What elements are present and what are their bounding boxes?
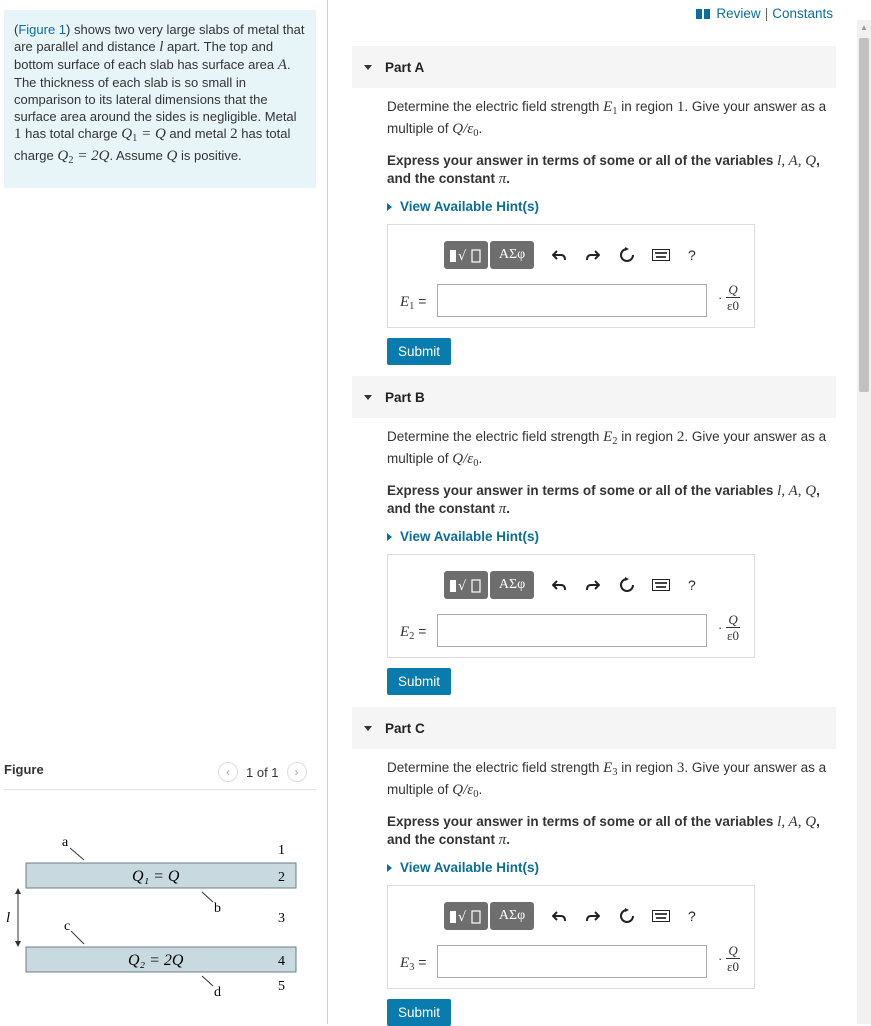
- pointer-c: [71, 931, 84, 944]
- part-a-answer-box: [387, 224, 755, 328]
- undo-icon[interactable]: [550, 576, 568, 594]
- distance-arrow-up: [15, 888, 21, 894]
- templates-button[interactable]: [444, 571, 488, 599]
- greek-symbols-button[interactable]: ΑΣφ: [490, 241, 534, 269]
- part-b: [352, 376, 836, 695]
- caret-down-icon: [364, 726, 372, 731]
- top-links: [696, 6, 833, 21]
- greek-symbols-button[interactable]: ΑΣφ: [490, 571, 534, 599]
- part-b-header[interactable]: Part B: [352, 376, 836, 418]
- answer-input[interactable]: [437, 945, 707, 978]
- redo-icon[interactable]: [584, 576, 602, 594]
- part-c-answer-box: [387, 885, 755, 989]
- math-toolbar: [444, 241, 696, 269]
- next-figure-button[interactable]: ›: [287, 762, 307, 782]
- answer-label: $E_1$ =: [400, 293, 427, 312]
- answer-label: $E_3$ =: [400, 954, 427, 973]
- reset-icon[interactable]: [618, 246, 636, 264]
- label-d: d: [214, 985, 221, 1000]
- review-link[interactable]: Review: [716, 6, 761, 21]
- reset-icon[interactable]: [618, 576, 636, 594]
- submit-button[interactable]: Submit: [387, 999, 451, 1026]
- part-a-instructions: Express your answer in terms of some or all of the variables l, A, Q, and the constant π.: [387, 153, 820, 187]
- figure-pager: [218, 762, 307, 782]
- part-a-header[interactable]: Part A: [352, 46, 836, 88]
- region-3: 3: [278, 911, 285, 926]
- figure-link[interactable]: Figure 1: [18, 22, 67, 37]
- templates-icon: [448, 907, 484, 925]
- distance-arrow-down: [15, 941, 21, 947]
- answer-units: · $\frac{Q}{\varepsilon 0}$: [718, 282, 740, 313]
- templates-icon: [448, 246, 484, 264]
- triangle-right-icon: [387, 533, 392, 541]
- math-toolbar: [444, 571, 696, 599]
- answer-label: $E_2$ =: [400, 623, 427, 642]
- scrollbar-thumb[interactable]: [859, 38, 869, 392]
- link-separator: |: [764, 6, 769, 21]
- label-q1: Q₁ = Q: [132, 868, 180, 885]
- templates-button[interactable]: [444, 902, 488, 930]
- region-4: 4: [278, 954, 285, 969]
- part-c-instructions: Express your answer in terms of some or all of the variables l, A, Q, and the constant π.: [387, 814, 820, 848]
- keyboard-icon[interactable]: [652, 576, 670, 594]
- caret-down-icon: [364, 65, 372, 70]
- svg-text:√: √: [458, 579, 467, 594]
- book-icon: [696, 9, 710, 19]
- math-toolbar: [444, 902, 696, 930]
- keyboard-icon[interactable]: [652, 246, 670, 264]
- submit-button[interactable]: Submit: [387, 338, 451, 365]
- figure-divider: [4, 789, 316, 790]
- answer-units: · $\frac{Q}{\varepsilon 0}$: [718, 943, 740, 974]
- triangle-right-icon: [387, 864, 392, 872]
- answer-input[interactable]: [437, 614, 707, 647]
- label-l: l: [6, 910, 11, 926]
- prev-figure-button[interactable]: ‹: [218, 762, 238, 782]
- figure-title: Figure: [4, 762, 44, 777]
- label-b: b: [214, 901, 221, 916]
- reset-icon[interactable]: [618, 907, 636, 925]
- help-button[interactable]: ?: [688, 577, 696, 593]
- redo-icon[interactable]: [584, 246, 602, 264]
- scroll-up-arrow[interactable]: ▲: [860, 22, 868, 32]
- part-c-question: Determine the electric field strength $E_3$ in region 3. Give your answer as a multiple of $Q/\varepsilon_0$.: [387, 760, 827, 800]
- part-b-instructions: Express your answer in terms of some or all of the variables l, A, Q, and the constant π.: [387, 483, 820, 517]
- triangle-right-icon: [387, 203, 392, 211]
- undo-icon[interactable]: [550, 246, 568, 264]
- part-a-hint-toggle[interactable]: View Available Hint(s): [387, 199, 836, 214]
- problem-intro: (Figure 1) shows two very large slabs of metal that are parallel and distance l apart. The top and bottom surface of each slab has surface area A. The thickness of each slab is so small in comparison to its lateral dimensions that the surface area around the sides is negligible. Metal 1 has total charge $Q_1 = Q$ and metal 2 has total charge $Q_2 = 2Q$. Assume Q is positive.: [4, 10, 316, 188]
- templates-icon: [448, 576, 484, 594]
- part-c-hint-toggle[interactable]: View Available Hint(s): [387, 860, 836, 875]
- slabs-figure: [4, 830, 304, 1005]
- region-2: 2: [278, 870, 285, 885]
- help-button[interactable]: ?: [688, 247, 696, 263]
- templates-button[interactable]: [444, 241, 488, 269]
- part-c: [352, 707, 836, 1026]
- redo-icon[interactable]: [584, 907, 602, 925]
- greek-symbols-button[interactable]: ΑΣφ: [490, 902, 534, 930]
- keyboard-icon[interactable]: [652, 907, 670, 925]
- part-b-question: Determine the electric field strength $E_2$ in region 2. Give your answer as a multiple of $Q/\varepsilon_0$.: [387, 429, 827, 469]
- pointer-d: [202, 976, 213, 986]
- part-b-answer-box: [387, 554, 755, 658]
- help-button[interactable]: ?: [688, 908, 696, 924]
- part-a: [352, 46, 836, 365]
- svg-text:√: √: [458, 249, 467, 264]
- part-c-header[interactable]: Part C: [352, 707, 836, 749]
- part-a-question: Determine the electric field strength $E_1$ in region 1. Give your answer as a multiple of $Q/\varepsilon_0$.: [387, 99, 827, 139]
- caret-down-icon: [364, 395, 372, 400]
- pointer-a: [70, 848, 84, 860]
- region-5: 5: [278, 979, 285, 994]
- left-pane: [0, 0, 328, 1024]
- region-1: 1: [278, 843, 285, 858]
- constants-link[interactable]: Constants: [772, 6, 833, 21]
- svg-text:√: √: [458, 910, 467, 925]
- label-q2: Q₂ = 2Q: [128, 952, 184, 969]
- undo-icon[interactable]: [550, 907, 568, 925]
- answer-units: · $\frac{Q}{\varepsilon 0}$: [718, 612, 740, 643]
- answer-input[interactable]: [437, 284, 707, 317]
- label-c: c: [64, 919, 71, 934]
- pager-label: 1 of 1: [246, 764, 279, 780]
- submit-button[interactable]: Submit: [387, 668, 451, 695]
- label-a: a: [62, 835, 69, 850]
- part-b-hint-toggle[interactable]: View Available Hint(s): [387, 529, 836, 544]
- pointer-b: [202, 892, 213, 902]
